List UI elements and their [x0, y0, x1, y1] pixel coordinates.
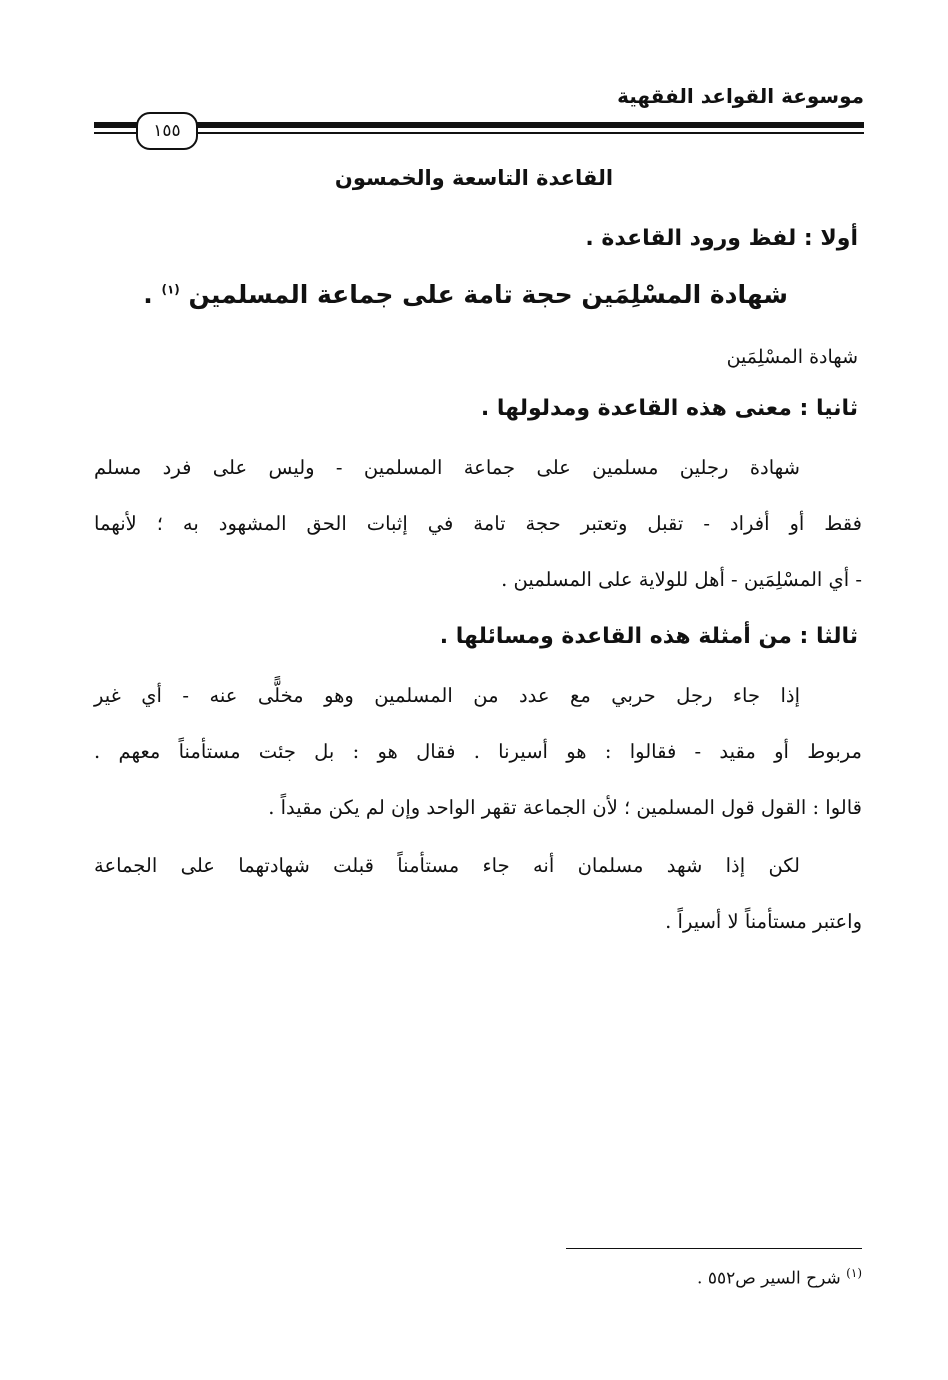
header-rule-thick	[94, 122, 864, 128]
paragraph-line: شهادة رجلين مسلمين على جماعة المسلمين - وليس على فرد مسلم	[94, 456, 800, 479]
paragraph-line: مربوط أو مقيد - فقالوا : هو أسيرنا . فقال هو : بل جئت مستأمناً معهم .	[94, 740, 862, 763]
paragraph-line: قالوا : القول قول المسلمين ؛ لأن الجماعة تقهر الواحد وإن لم يكن مقيداً .	[268, 796, 862, 819]
rule-heading: القاعدة التاسعة والخمسون	[334, 166, 614, 190]
rule-statement	[143, 280, 788, 309]
section-1-label: أولا : لفظ ورود القاعدة .	[585, 226, 858, 251]
footnote-marker: (١)	[846, 1266, 862, 1280]
paragraph-line: لكن إذا شهد مسلمان أنه جاء مستأمناً قبلت شهادتهما على الجماعة	[94, 854, 800, 877]
footnote	[697, 1266, 862, 1289]
paragraph-line: إذا جاء رجل حربي مع عدد من المسلمين وهو مخلًّى عنه - أي غير	[94, 684, 800, 707]
paragraph-line: - أي المسْلِمَين - أهل للولاية على المسلمين .	[501, 568, 862, 591]
header-rule-thin	[94, 132, 864, 134]
example-paragraph-1	[94, 668, 862, 836]
rule-statement-text: شهادة المسْلِمَين حجة تامة على جماعة المسلمين	[188, 280, 788, 309]
section-2-label: ثانيا : معنى هذه القاعدة ومدلولها .	[480, 396, 858, 421]
section-3-label: ثالثا : من أمثلة هذه القاعدة ومسائلها .	[439, 624, 858, 649]
footnote-text: شرح السير ص٥٥٢ .	[697, 1268, 841, 1289]
paragraph-line: واعتبر مستأمناً لا أسيراً .	[665, 910, 862, 933]
paragraph-line: فقط أو أفراد - تقبل وتعتبر حجة تامة في إثبات الحق المشهود به ؛ لأنهما	[94, 512, 862, 535]
footnote-separator	[566, 1248, 862, 1249]
book-title: موسوعة القواعد الفقهية	[617, 84, 864, 108]
meaning-paragraph	[94, 440, 862, 608]
rule-statement-end: .	[143, 280, 153, 309]
term-label: شهادة المسْلِمَين	[726, 346, 858, 368]
page-number: ١٥٥	[136, 112, 198, 150]
example-paragraph-2	[94, 838, 862, 950]
footnote-reference: (١)	[161, 282, 180, 297]
